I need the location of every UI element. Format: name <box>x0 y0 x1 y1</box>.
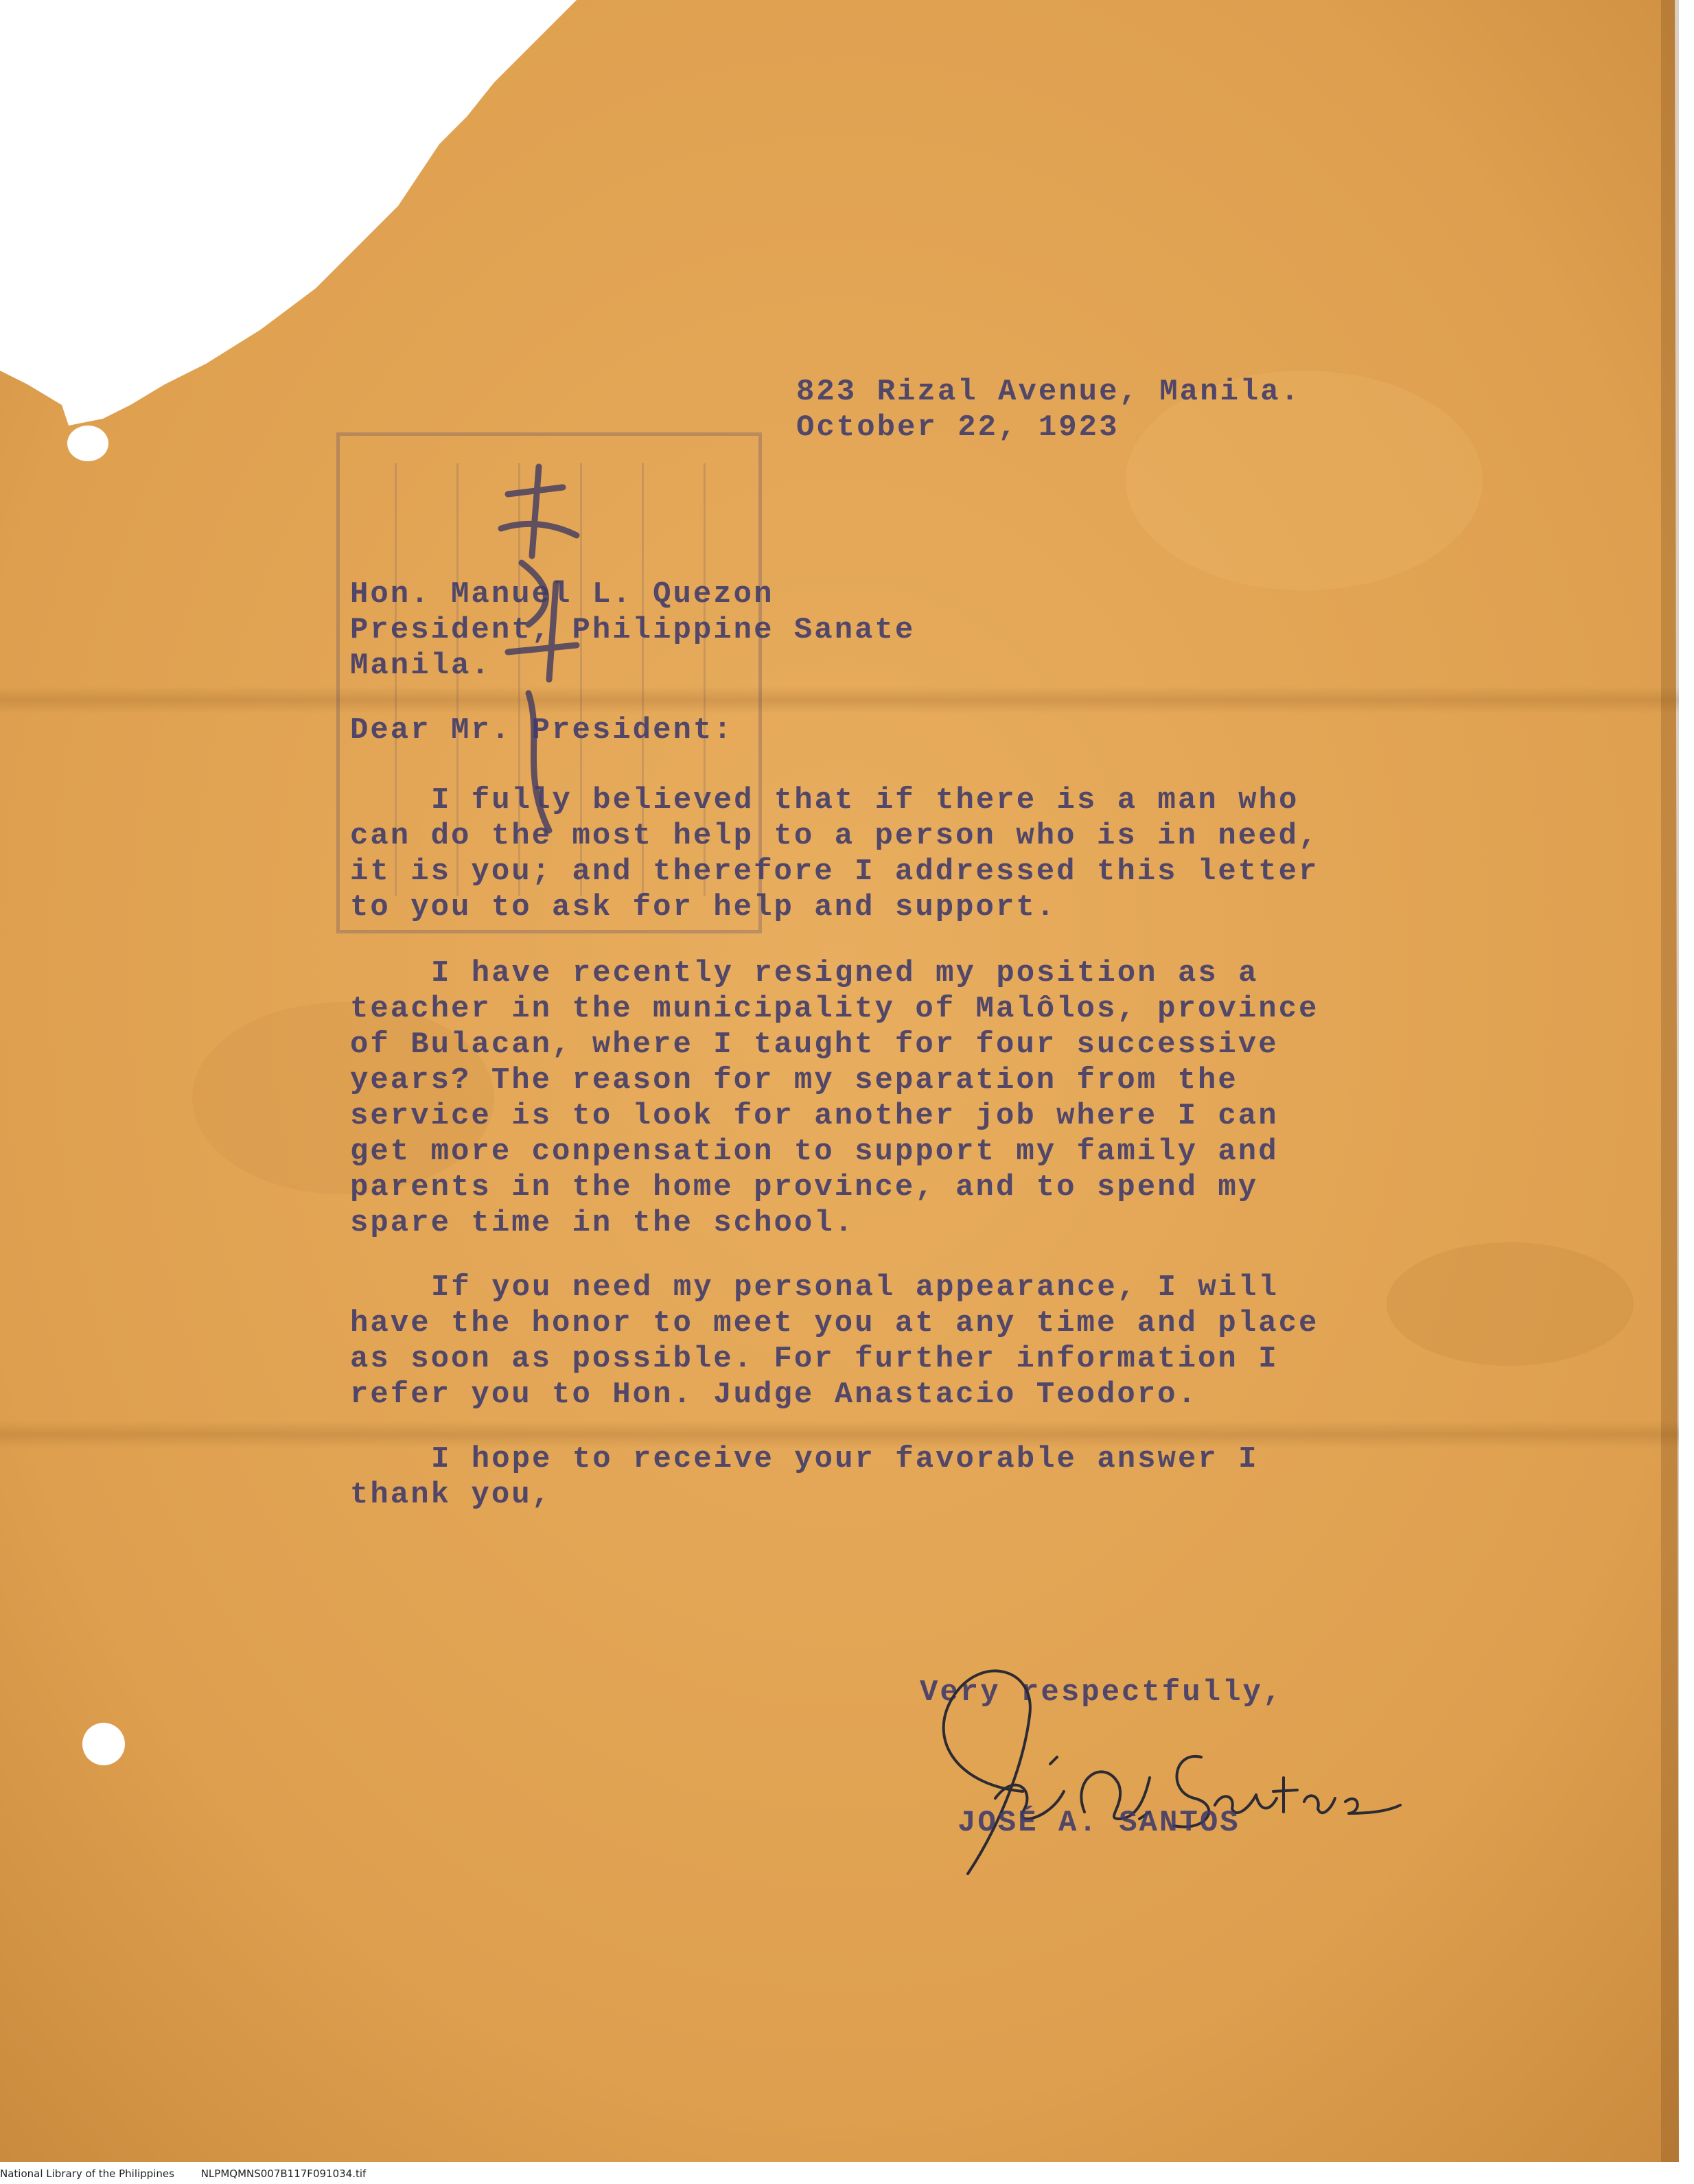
paragraph-line: refer you to Hon. Judge Anastacio Teodoro. <box>350 1378 1198 1412</box>
paragraph-line: as soon as possible. For further information I <box>350 1342 1279 1376</box>
paragraph-line: thank you, <box>350 1478 553 1512</box>
handwritten-signature <box>913 1654 1407 1901</box>
letter-date: October 22, 1923 <box>796 410 1119 445</box>
recipient-block <box>350 577 915 684</box>
paragraph-3 <box>350 1270 1319 1413</box>
paragraph-line: to you to ask for help and support. <box>350 890 1057 925</box>
typed-name: JOSÉ A. SANTOS <box>958 1806 1240 1840</box>
paragraph-line: I have recently resigned my position as a <box>431 956 1259 990</box>
paragraph-line: of Bulacan, where I taught for four successive <box>350 1027 1279 1062</box>
paragraph-2 <box>350 955 1319 1241</box>
recipient-name: Hon. Manuel L. Quezon <box>350 577 774 612</box>
paragraph-line: I fully believed that if there is a man who <box>431 783 1299 817</box>
paragraph-line: parents in the home province, and to spend my <box>350 1170 1259 1205</box>
paragraph-line: have the honor to meet you at any time and place <box>350 1306 1319 1340</box>
recipient-city: Manila. <box>350 649 491 683</box>
punch-hole-bottom <box>82 1723 125 1765</box>
salutation: Dear Mr. President: <box>350 713 734 747</box>
paragraph-line: I hope to receive your favorable answer I <box>431 1442 1259 1476</box>
paragraph-line: service is to look for another job where I can <box>350 1099 1279 1133</box>
paragraph-line: can do the most help to a person who is in need, <box>350 819 1319 853</box>
paragraph-1 <box>350 782 1319 925</box>
paragraph-line: it is you; and therefore I addressed this letter <box>350 855 1319 889</box>
sender-address: 823 Rizal Avenue, Manila. <box>796 375 1301 409</box>
footer-institution: National Library of the Philippines <box>0 2168 174 2180</box>
footer-file-id: NLPMQMNS007B117F091034.tif <box>200 2168 367 2180</box>
paragraph-line: If you need my personal appearance, I will <box>431 1270 1279 1305</box>
recipient-title: President, Philippine Sanate <box>350 613 916 647</box>
closing: Very respectfully, <box>920 1675 1284 1710</box>
scan-footer <box>0 2168 389 2180</box>
paragraph-line: years? The reason for my separation from the <box>350 1063 1238 1097</box>
paragraph-line: spare time in the school. <box>350 1206 855 1240</box>
paragraph-line: get more conpensation to support my family and <box>350 1135 1279 1169</box>
paragraph-4 <box>350 1441 1259 1513</box>
punch-hole-top <box>67 426 108 461</box>
paragraph-line: teacher in the municipality of Malôlos, province <box>350 992 1319 1026</box>
